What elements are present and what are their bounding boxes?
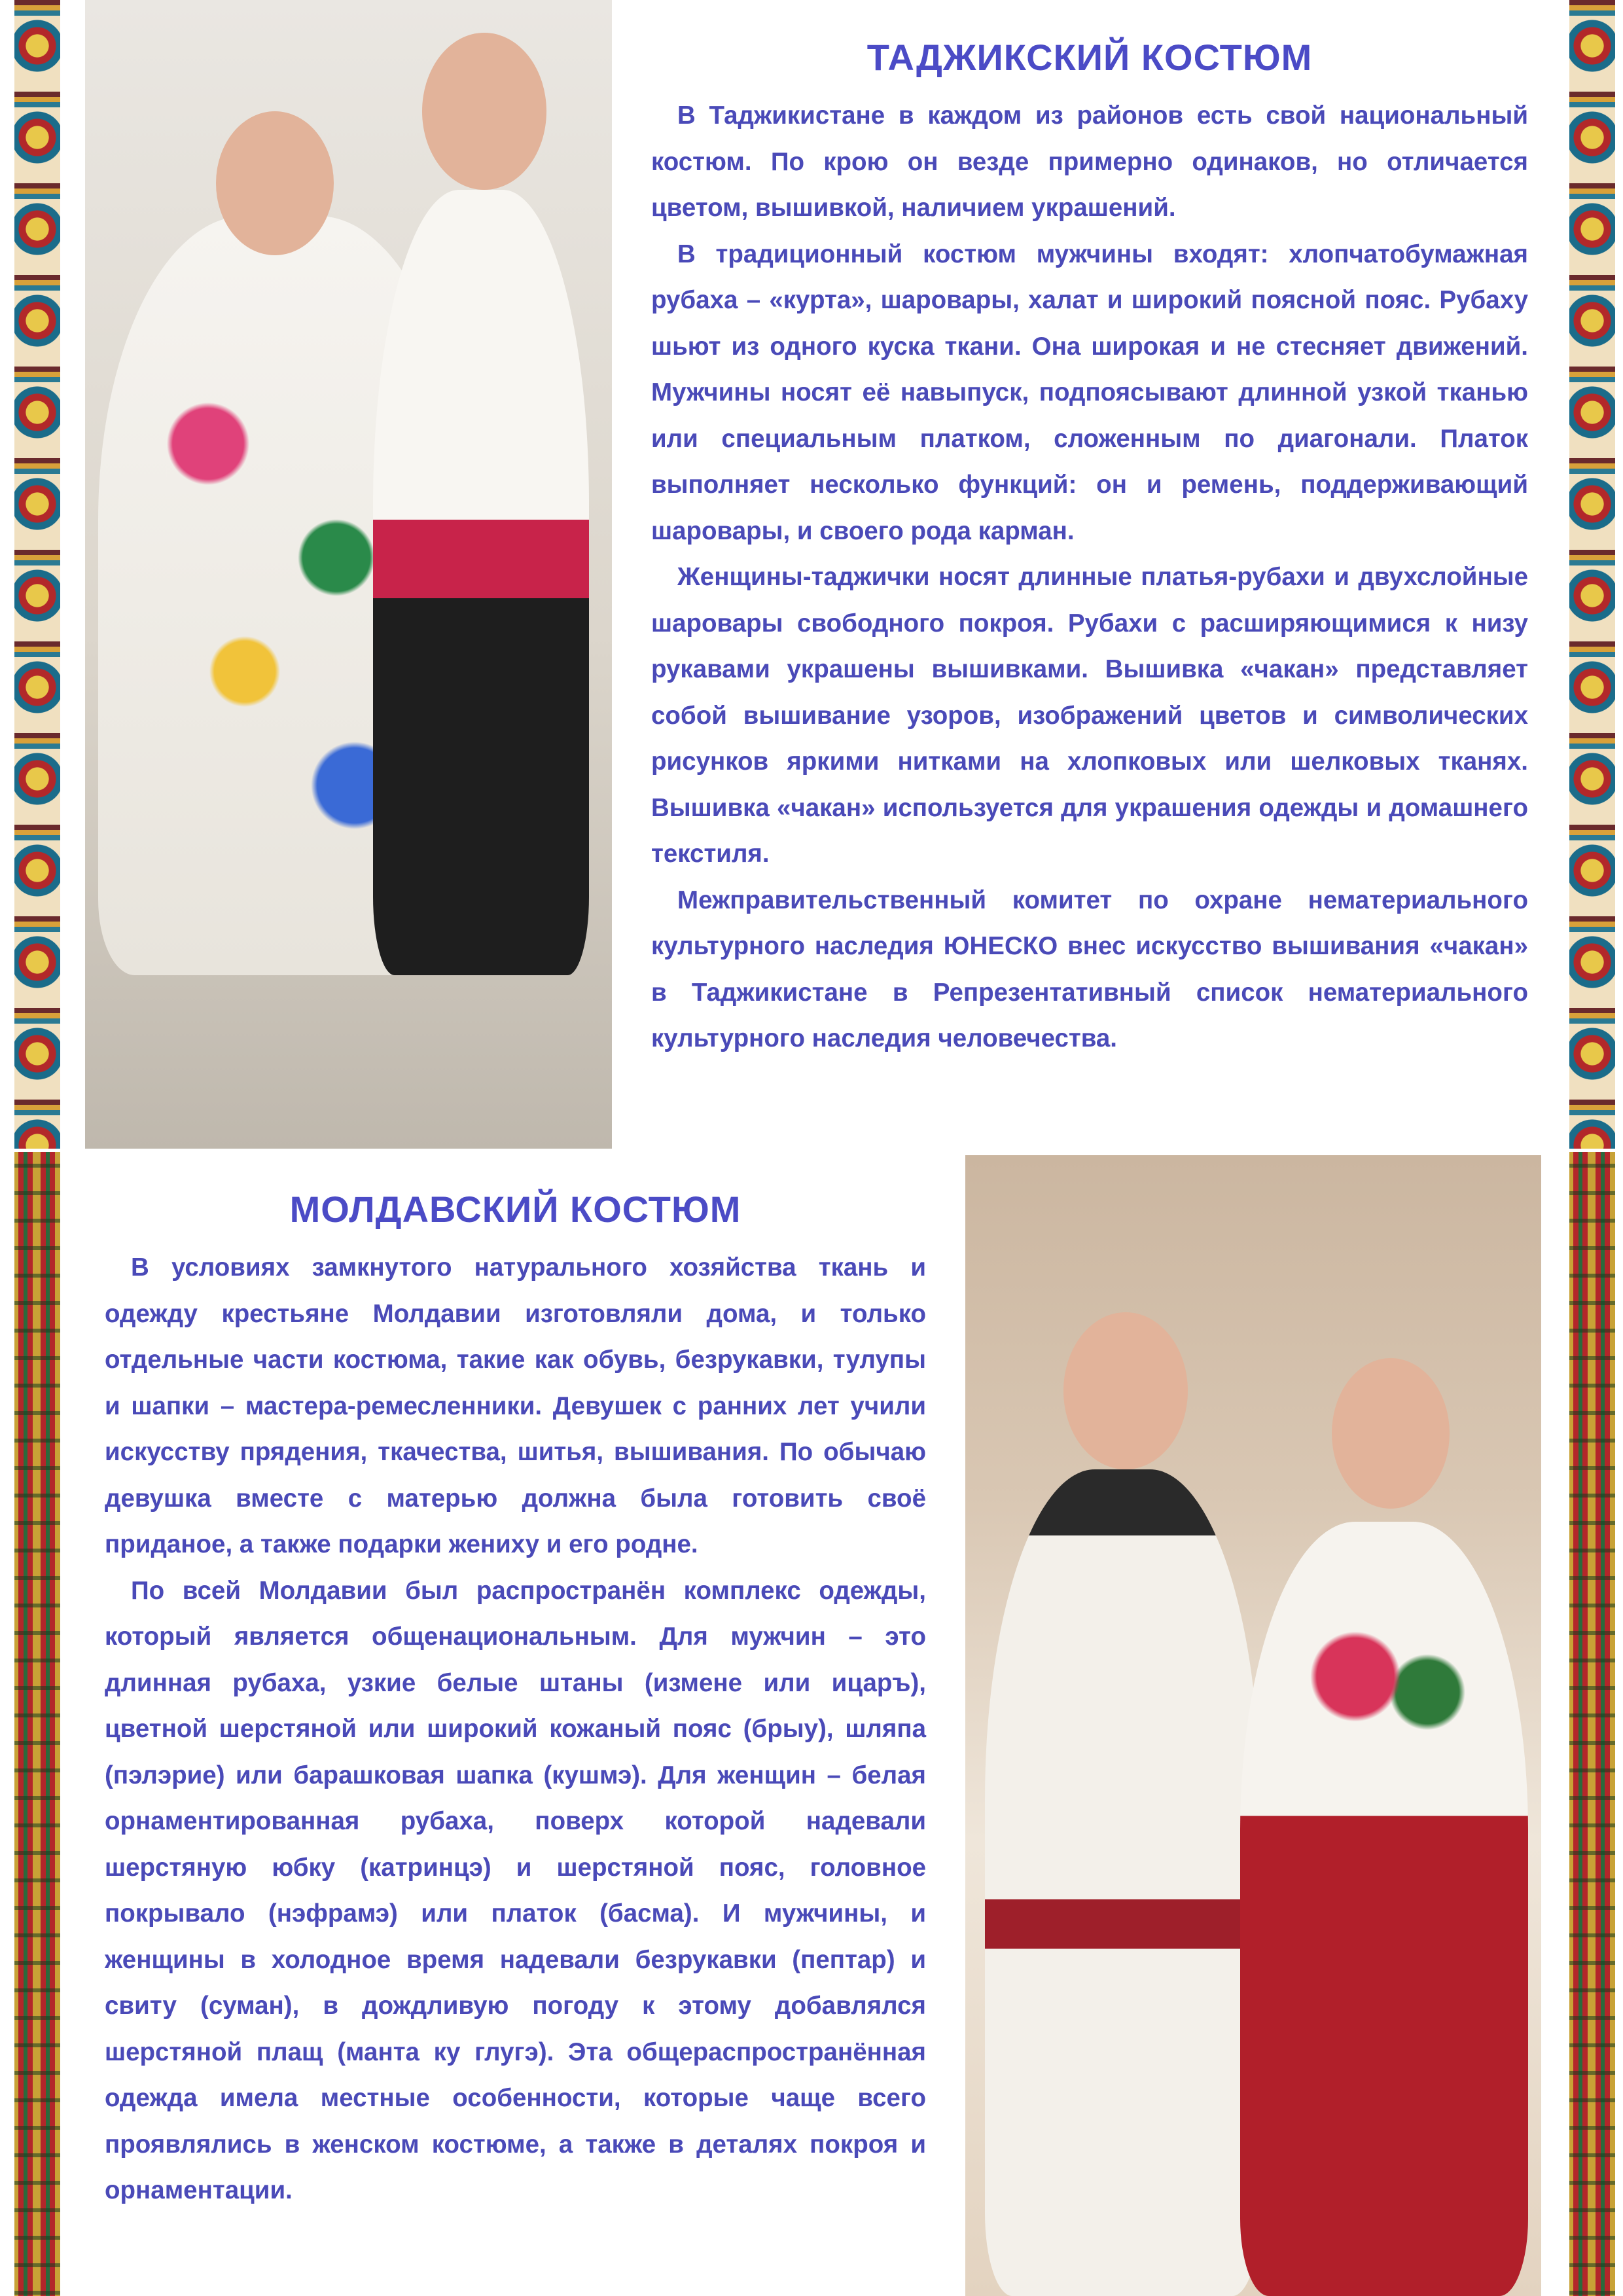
moldovan-costume-photo bbox=[965, 1155, 1541, 2296]
tajik-costume-photo bbox=[85, 0, 612, 1149]
moldovan-ornament-left-border bbox=[14, 1152, 60, 2296]
tajik-paragraph-2: В традиционный костюм мужчины входят: хлопчатобумажная рубаха – «курта», шаровары, халат и широкий поясной пояс. Рубаху шьют из одного куска ткани. Она широкая и не стесняет движений. Мужчины носят её навыпуск, подпоясывают длинной узкой тканью или специальным платком, сложенным по диагонали. Платок выполняет несколько функций: он и ремень, поддерживающий шаровары, и своего рода карман. bbox=[651, 240, 1528, 545]
tajik-section bbox=[651, 36, 1528, 1062]
tajik-title: ТАДЖИКСКИЙ КОСТЮМ bbox=[866, 37, 1313, 78]
moldovan-title: МОЛДАВСКИЙ КОСТЮМ bbox=[289, 1189, 741, 1230]
man-head bbox=[422, 33, 546, 190]
woman-figure bbox=[1240, 1522, 1528, 2296]
woman-head bbox=[1332, 1358, 1450, 1509]
moldovan-paragraph-1: В условиях замкнутого натурального хозяйства ткань и одежду крестьяне Молдавии изготовляли дома, и только отдельные части костюма, такие как обувь, безрукавки, тулупы и шапки – мастера-ремесленники. Девушек с ранних лет учили искусству прядения, ткачества, шитья, вышивания. По обычаю девушка вместе с матерью должна была готовить своё приданое, а также подарки жениху и его родне. bbox=[105, 1253, 926, 1558]
tajik-ornament-right-border bbox=[1569, 0, 1615, 1149]
tajik-ornament-left-border bbox=[14, 0, 60, 1149]
moldovan-ornament-right-border bbox=[1569, 1152, 1615, 2296]
man-figure bbox=[985, 1469, 1260, 2296]
tajik-paragraph-1: В Таджикистане в каждом из районов есть свой национальный костюм. По крою он везде примерно одинаков, но отличается цветом, вышивкой, наличием украшений. bbox=[651, 101, 1528, 222]
man-head bbox=[1063, 1312, 1188, 1469]
tajik-paragraph-4: Межправительственный комитет по охране нематериального культурного наследия ЮНЕСКО внес искусство вышивания «чакан» в Таджикистане в Репрезентативный список нематериального культурного наследия человечества. bbox=[651, 886, 1528, 1052]
man-figure bbox=[373, 190, 589, 975]
woman-head bbox=[216, 111, 334, 255]
tajik-paragraph-3: Женщины-таджички носят длинные платья-рубахи и двухслойные шаровары свободного покроя. Рубахи с расширяющимися к низу рукавами украшены вышивками. Вышивка «чакан» представляет собой вышивание узоров, изображений цветов и символических рисунков яркими нитками на хлопковых или шелковых тканях. Вышивка «чакан» используется для украшения одежды и домашнего текстиля. bbox=[651, 563, 1528, 868]
moldovan-paragraph-2: По всей Молдавии был распространён комплекс одежды, который является общенациональным. Для мужчин – это длинная рубаха, узкие белые штаны (измене или ицаръ), цветной шерстяной или широкий кожаный пояс (брыу), шляпа (пэлэрие) или барашковая шапка (кушмэ). Для женщин – белая орнаментированная рубаха, поверх которой надевали шерстяную юбку (катринцэ) и шерстяной пояс, головное покрывало (нэфрамэ) или платок (басма). И мужчины, и женщины в холодное время надевали безрукавки (пептар) и свиту (суман), в дождливую погоду к этому добавлялся шерстяной плащ (манта ку глугэ). Эта общераспространённая одежда имела местные особенности, которые чаще всего проявлялись в женском костюме, а также в деталях покроя и орнаментации. bbox=[105, 1576, 926, 2204]
moldovan-section bbox=[105, 1188, 926, 2214]
